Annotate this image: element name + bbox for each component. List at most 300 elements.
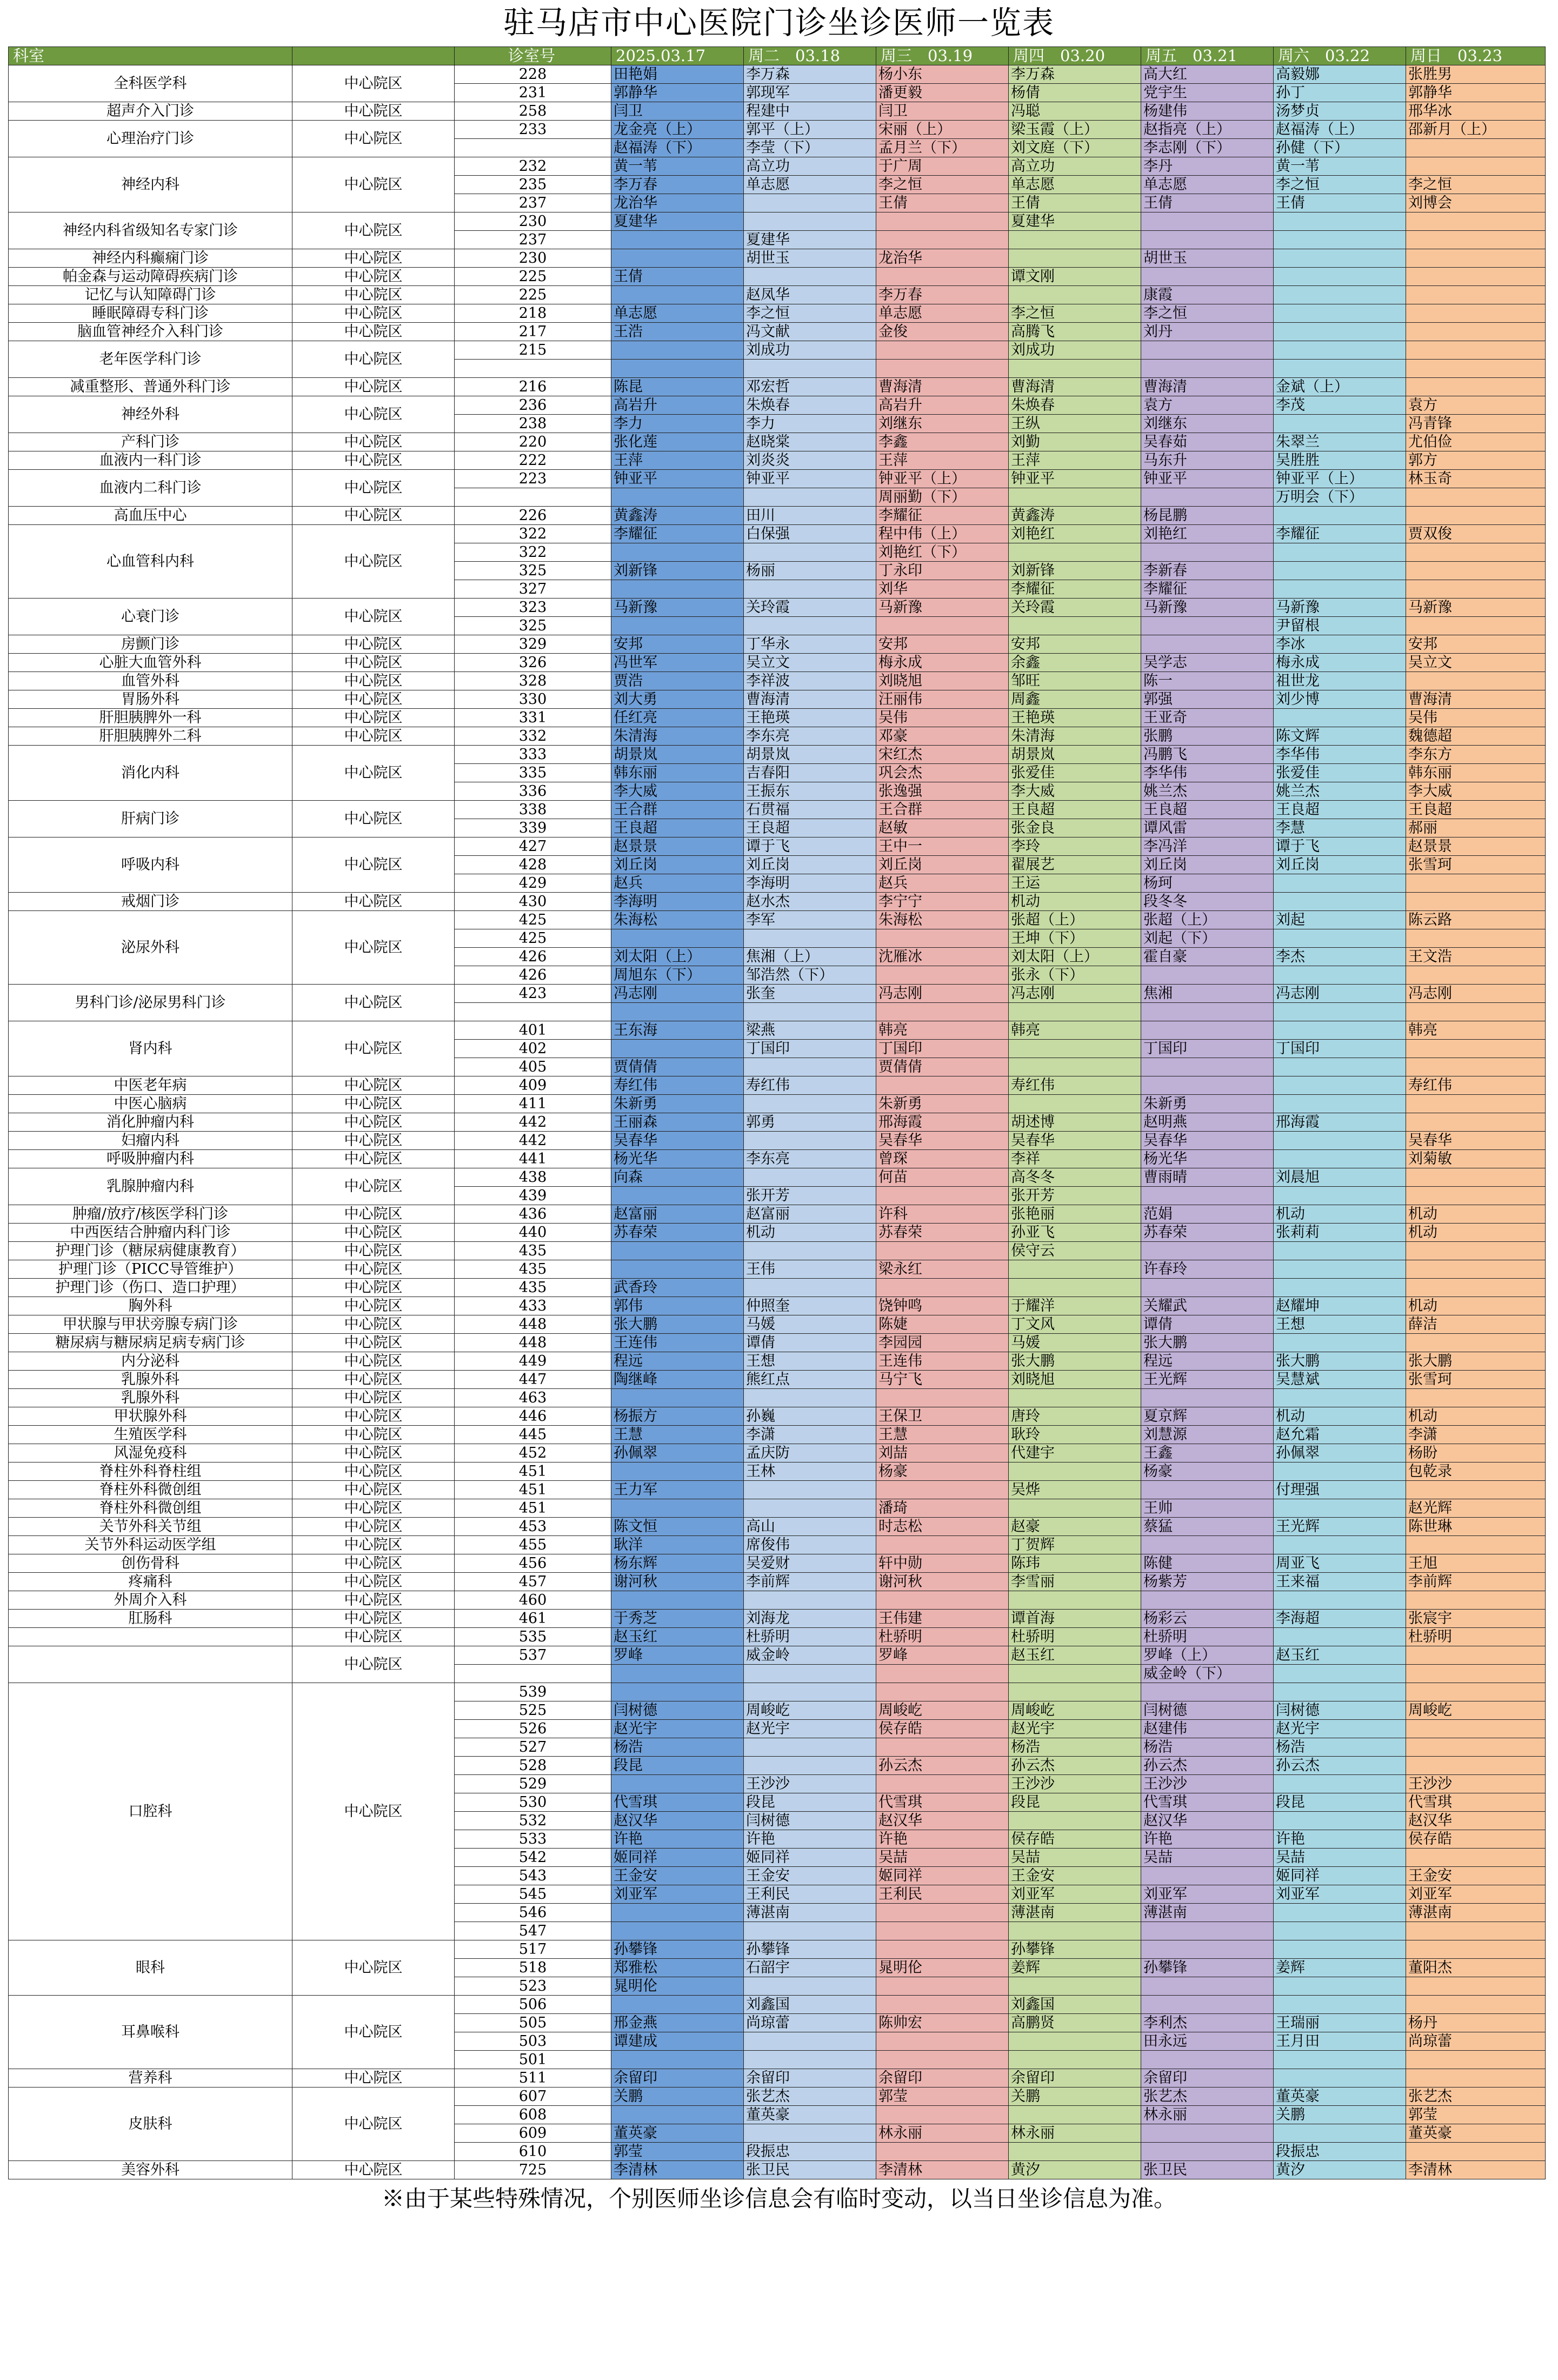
campus-cell: 中心院区 — [292, 2069, 455, 2088]
doctor-cell — [744, 1977, 876, 1996]
doctor-cell: 王鑫 — [1141, 1444, 1274, 1462]
doctor-cell — [744, 580, 876, 599]
doctor-cell — [1406, 360, 1546, 378]
department-cell: 减重整形、普通外科门诊 — [9, 378, 292, 396]
doctor-cell: 孙佩翠 — [611, 1444, 744, 1462]
department-cell: 脊柱外科微创组 — [9, 1499, 292, 1518]
room-number-cell: 338 — [455, 801, 611, 819]
table-row — [9, 1297, 1546, 1315]
doctor-cell: 刘新锋 — [1009, 562, 1141, 580]
campus-cell: 中心院区 — [292, 985, 455, 1021]
doctor-cell — [876, 1389, 1009, 1407]
doctor-cell: 孙云杰 — [1009, 1757, 1141, 1775]
doctor-cell: 宋红杰 — [876, 746, 1009, 764]
doctor-cell: 姜辉 — [1009, 1959, 1141, 1977]
doctor-cell: 杨丹 — [1406, 2014, 1546, 2032]
doctor-cell — [1406, 543, 1546, 562]
doctor-cell — [1141, 1867, 1274, 1885]
doctor-cell — [611, 1683, 744, 1701]
doctor-cell: 代雪琪 — [1141, 1793, 1274, 1812]
doctor-cell: 段振忠 — [744, 2143, 876, 2161]
doctor-cell — [1141, 2143, 1274, 2161]
doctor-cell — [1274, 1536, 1406, 1554]
doctor-cell: 李华伟 — [1274, 746, 1406, 764]
campus-cell: 中心院区 — [292, 121, 455, 157]
doctor-cell: 谭倩 — [744, 1334, 876, 1352]
doctor-cell: 李祥 — [1009, 1150, 1141, 1168]
doctor-cell — [1141, 635, 1274, 654]
doctor-cell: 朱焕春 — [1009, 396, 1141, 415]
doctor-cell — [1009, 2032, 1141, 2051]
doctor-cell: 杨浩 — [611, 1738, 744, 1757]
doctor-cell: 王坤（下） — [1009, 929, 1141, 948]
doctor-cell — [611, 617, 744, 635]
doctor-cell: 程远 — [1141, 1352, 1274, 1371]
room-number-cell: 451 — [455, 1462, 611, 1481]
doctor-cell: 刘少博 — [1274, 690, 1406, 709]
doctor-cell — [1274, 1076, 1406, 1095]
doctor-cell: 张大鹏 — [1274, 1352, 1406, 1371]
room-number-cell: 258 — [455, 102, 611, 121]
doctor-cell — [1406, 1757, 1546, 1775]
department-cell: 超声介入门诊 — [9, 102, 292, 121]
doctor-cell: 关耀武 — [1141, 1297, 1274, 1315]
doctor-cell: 王浩 — [611, 323, 744, 341]
room-number-cell: 322 — [455, 543, 611, 562]
doctor-cell — [1141, 1922, 1274, 1940]
table-row — [9, 1591, 1546, 1610]
doctor-cell: 王良超 — [744, 819, 876, 837]
doctor-cell: 谭于飞 — [744, 837, 876, 856]
doctor-cell — [1406, 1334, 1546, 1352]
doctor-cell — [744, 1683, 876, 1701]
doctor-cell: 刘丘岗 — [611, 856, 744, 874]
doctor-cell: 李雪丽 — [1009, 1573, 1141, 1591]
doctor-cell — [876, 1775, 1009, 1793]
doctor-cell: 赵光宇 — [611, 1720, 744, 1738]
table-row — [9, 433, 1546, 451]
doctor-cell: 郭静华 — [611, 84, 744, 102]
doctor-cell: 闫树德 — [744, 1812, 876, 1830]
column-header: 2025.03.17 — [611, 47, 744, 65]
doctor-cell — [1406, 286, 1546, 304]
table-row — [9, 1407, 1546, 1426]
doctor-cell: 刘文庭（下） — [1009, 139, 1141, 157]
doctor-cell — [1141, 488, 1274, 507]
department-cell: 呼吸内科 — [9, 837, 292, 893]
doctor-cell: 席俊伟 — [744, 1536, 876, 1554]
campus-cell: 中心院区 — [292, 378, 455, 396]
doctor-cell — [1406, 1389, 1546, 1407]
doctor-cell: 郭伟 — [611, 1297, 744, 1315]
doctor-cell — [1274, 874, 1406, 893]
doctor-cell: 李之恒 — [1274, 176, 1406, 194]
doctor-cell: 孟月兰（下） — [876, 139, 1009, 157]
doctor-cell — [1274, 1665, 1406, 1683]
doctor-cell: 闫树德 — [1141, 1701, 1274, 1720]
doctor-cell — [876, 1665, 1009, 1683]
doctor-cell: 丁国印 — [744, 1040, 876, 1058]
room-number-cell: 326 — [455, 654, 611, 672]
doctor-cell: 杨豪 — [1141, 1462, 1274, 1481]
doctor-cell: 吴喆 — [1009, 1849, 1141, 1867]
doctor-cell: 许艳 — [1141, 1830, 1274, 1849]
department-cell: 老年医学科门诊 — [9, 341, 292, 378]
doctor-cell — [1274, 2069, 1406, 2088]
doctor-cell: 余留印 — [876, 2069, 1009, 2088]
doctor-cell — [744, 212, 876, 231]
department-cell: 脊柱外科微创组 — [9, 1481, 292, 1499]
doctor-cell: 余鑫 — [1009, 654, 1141, 672]
doctor-cell — [744, 1003, 876, 1021]
doctor-cell: 焦湘（上） — [744, 948, 876, 966]
doctor-cell: 段昆 — [744, 1793, 876, 1812]
doctor-cell — [1274, 323, 1406, 341]
doctor-cell — [1406, 378, 1546, 396]
doctor-cell: 宋丽（上） — [876, 121, 1009, 139]
doctor-cell: 王沙沙 — [744, 1775, 876, 1793]
campus-cell: 中心院区 — [292, 1573, 455, 1591]
doctor-cell — [1406, 1536, 1546, 1554]
doctor-cell — [1406, 672, 1546, 690]
doctor-cell: 尚琼蕾 — [744, 2014, 876, 2032]
room-number-cell: 402 — [455, 1040, 611, 1058]
room-number-cell: 225 — [455, 286, 611, 304]
room-number-cell: 427 — [455, 837, 611, 856]
doctor-cell: 孙健（下） — [1274, 139, 1406, 157]
doctor-cell: 陈婕 — [876, 1315, 1009, 1334]
room-number-cell: 453 — [455, 1518, 611, 1536]
room-number-cell: 530 — [455, 1793, 611, 1812]
doctor-cell: 李玲 — [1009, 837, 1141, 856]
table-row — [9, 1481, 1546, 1499]
doctor-cell: 关鹏 — [1009, 2088, 1141, 2106]
department-cell: 中西医结合肿瘤内科门诊 — [9, 1224, 292, 1242]
doctor-cell: 吴伟 — [876, 709, 1009, 727]
doctor-cell — [1406, 1738, 1546, 1757]
department-cell: 房颤门诊 — [9, 635, 292, 654]
room-number-cell: 218 — [455, 304, 611, 323]
doctor-cell: 丁国印 — [1274, 1040, 1406, 1058]
doctor-cell: 耿洋 — [611, 1536, 744, 1554]
table-row — [9, 635, 1546, 654]
department-cell: 男科门诊/泌尿男科门诊 — [9, 985, 292, 1021]
table-row — [9, 1315, 1546, 1334]
table-row — [9, 1444, 1546, 1462]
doctor-cell: 石韶宇 — [744, 1959, 876, 1977]
doctor-cell — [744, 1132, 876, 1150]
doctor-cell — [1274, 1922, 1406, 1940]
doctor-cell: 杨建伟 — [1141, 102, 1274, 121]
doctor-cell: 刘成功 — [1009, 341, 1141, 360]
department-cell: 血液内二科门诊 — [9, 470, 292, 507]
doctor-cell — [876, 1591, 1009, 1610]
doctor-cell: 刘亚军 — [1141, 1885, 1274, 1904]
doctor-cell: 吴喆 — [876, 1849, 1009, 1867]
doctor-cell: 郭方 — [1406, 451, 1546, 470]
doctor-cell: 田永远 — [1141, 2032, 1274, 2051]
doctor-cell: 赵允霜 — [1274, 1426, 1406, 1444]
doctor-cell: 朱清海 — [611, 727, 744, 746]
doctor-cell: 王瑞丽 — [1274, 2014, 1406, 2032]
doctor-cell — [1274, 249, 1406, 268]
doctor-cell: 韩亮 — [1406, 1021, 1546, 1040]
room-number-cell: 537 — [455, 1646, 611, 1665]
doctor-cell — [611, 1462, 744, 1481]
doctor-cell: 薄湛南 — [1009, 1904, 1141, 1922]
doctor-cell: 高大红 — [1141, 65, 1274, 84]
doctor-cell: 王沙沙 — [1141, 1775, 1274, 1793]
doctor-cell: 仲照奎 — [744, 1297, 876, 1315]
doctor-cell: 王来福 — [1274, 1573, 1406, 1591]
table-row — [9, 65, 1546, 84]
doctor-cell: 李利杰 — [1141, 2014, 1274, 2032]
doctor-cell: 巩会杰 — [876, 764, 1009, 782]
doctor-cell: 袁方 — [1406, 396, 1546, 415]
doctor-cell: 王倩 — [1274, 194, 1406, 212]
campus-cell: 中心院区 — [292, 1554, 455, 1573]
campus-cell: 中心院区 — [292, 2088, 455, 2161]
doctor-cell: 许科 — [876, 1205, 1009, 1224]
doctor-cell: 何苗 — [876, 1168, 1009, 1187]
doctor-cell: 闫卫 — [876, 102, 1009, 121]
doctor-cell — [1274, 415, 1406, 433]
doctor-cell: 周峻屹 — [876, 1701, 1009, 1720]
doctor-cell: 李耀征 — [876, 507, 1009, 525]
doctor-cell: 焦湘 — [1141, 985, 1274, 1003]
doctor-cell: 刘丹 — [1141, 323, 1274, 341]
doctor-cell: 王倩 — [1009, 194, 1141, 212]
campus-cell: 中心院区 — [292, 1334, 455, 1352]
doctor-cell — [1009, 231, 1141, 249]
table-row — [9, 1389, 1546, 1407]
doctor-cell: 李清林 — [611, 2161, 744, 2179]
department-cell: 肝胆胰脾外二科 — [9, 727, 292, 746]
table-row — [9, 396, 1546, 415]
doctor-cell: 向森 — [611, 1168, 744, 1187]
campus-cell: 中心院区 — [292, 157, 455, 212]
department-cell: 肾内科 — [9, 1021, 292, 1076]
doctor-cell: 周亚飞 — [1274, 1554, 1406, 1573]
doctor-cell: 王萍 — [876, 451, 1009, 470]
room-number-cell: 447 — [455, 1371, 611, 1389]
doctor-cell: 丁永印 — [876, 562, 1009, 580]
doctor-cell — [1406, 1040, 1546, 1058]
doctor-cell: 李耀征 — [1141, 580, 1274, 599]
table-row — [9, 709, 1546, 727]
doctor-cell — [744, 1738, 876, 1757]
doctor-cell: 黄鑫涛 — [1009, 507, 1141, 525]
room-number-cell: 525 — [455, 1701, 611, 1720]
doctor-cell: 李之恒 — [1009, 304, 1141, 323]
doctor-cell: 李莹（下） — [744, 139, 876, 157]
department-cell: 神经内科省级知名专家门诊 — [9, 212, 292, 249]
doctor-cell: 刘起（下） — [1141, 929, 1274, 948]
doctor-cell: 时志松 — [876, 1518, 1009, 1536]
table-row — [9, 2088, 1546, 2106]
doctor-cell — [876, 1076, 1009, 1095]
department-cell: 睡眠障碍专科门诊 — [9, 304, 292, 323]
doctor-cell — [1274, 1132, 1406, 1150]
doctor-cell: 汪丽伟 — [876, 690, 1009, 709]
doctor-cell: 姬同祥 — [876, 1867, 1009, 1885]
doctor-cell — [1406, 1003, 1546, 1021]
doctor-cell — [1406, 2069, 1546, 2088]
doctor-cell: 翟展艺 — [1009, 856, 1141, 874]
doctor-cell — [611, 286, 744, 304]
doctor-cell: 张大鹏 — [1009, 1352, 1141, 1371]
table-row — [9, 1554, 1546, 1573]
room-number-cell: 461 — [455, 1610, 611, 1628]
doctor-cell: 朱清海 — [1009, 727, 1141, 746]
doctor-cell: 程中伟（上） — [876, 525, 1009, 543]
doctor-cell: 杨豪 — [876, 1462, 1009, 1481]
doctor-cell: 熊红点 — [744, 1371, 876, 1389]
doctor-cell — [1009, 1591, 1141, 1610]
room-number-cell: 223 — [455, 470, 611, 488]
doctor-cell — [1406, 2051, 1546, 2069]
doctor-cell: 李耀征 — [1274, 525, 1406, 543]
table-row — [9, 893, 1546, 911]
table-row — [9, 378, 1546, 396]
table-row — [9, 911, 1546, 929]
doctor-cell — [1406, 1187, 1546, 1205]
doctor-cell: 关玲霞 — [1009, 599, 1141, 617]
doctor-cell: 高岩升 — [876, 396, 1009, 415]
doctor-cell — [611, 1040, 744, 1058]
doctor-cell: 梁永红 — [876, 1260, 1009, 1279]
table-row — [9, 1205, 1546, 1224]
doctor-cell: 冯志刚 — [611, 985, 744, 1003]
doctor-cell: 杨光华 — [1141, 1150, 1274, 1168]
doctor-cell: 朱焕春 — [744, 396, 876, 415]
doctor-cell: 谭建成 — [611, 2032, 744, 2051]
doctor-cell: 胡世玉 — [1141, 249, 1274, 268]
doctor-cell: 郭现军 — [744, 84, 876, 102]
room-number-cell: 339 — [455, 819, 611, 837]
doctor-cell: 王中一 — [876, 837, 1009, 856]
table-row — [9, 323, 1546, 341]
department-cell: 戒烟门诊 — [9, 893, 292, 911]
doctor-cell: 赵晓棠 — [744, 433, 876, 451]
doctor-cell: 邓宏哲 — [744, 378, 876, 396]
table-row — [9, 1996, 1546, 2014]
doctor-cell: 刘丘岗 — [1274, 856, 1406, 874]
campus-cell: 中心院区 — [292, 341, 455, 378]
doctor-cell: 刘成功 — [744, 341, 876, 360]
doctor-cell — [876, 929, 1009, 948]
doctor-cell: 赵福涛（上） — [1274, 121, 1406, 139]
doctor-cell: 李丹 — [1141, 157, 1274, 176]
doctor-cell: 张雪珂 — [1406, 1371, 1546, 1389]
doctor-cell: 孙佩翠 — [1274, 1444, 1406, 1462]
department-cell: 关节外科运动医学组 — [9, 1536, 292, 1554]
doctor-cell — [1009, 1095, 1141, 1113]
doctor-cell: 朱翠兰 — [1274, 433, 1406, 451]
campus-cell: 中心院区 — [292, 690, 455, 709]
doctor-cell — [876, 1738, 1009, 1757]
doctor-cell: 张胜男 — [1406, 65, 1546, 84]
doctor-cell: 安邦 — [1009, 635, 1141, 654]
doctor-cell: 龙治华 — [611, 194, 744, 212]
doctor-cell: 石贯福 — [744, 801, 876, 819]
doctor-cell: 李宁宁 — [876, 893, 1009, 911]
doctor-cell — [1406, 231, 1546, 249]
doctor-cell: 张大鹏 — [1406, 1352, 1546, 1371]
doctor-cell — [744, 1665, 876, 1683]
campus-cell: 中心院区 — [292, 507, 455, 525]
department-cell: 产科门诊 — [9, 433, 292, 451]
doctor-cell: 李清林 — [1406, 2161, 1546, 2179]
doctor-cell — [611, 2051, 744, 2069]
doctor-cell: 侯存皓 — [876, 1720, 1009, 1738]
doctor-cell: 张超（上） — [1141, 911, 1274, 929]
doctor-cell: 李冰 — [1274, 635, 1406, 654]
doctor-cell: 赵玉红 — [611, 1628, 744, 1646]
doctor-cell: 王良超 — [1141, 801, 1274, 819]
doctor-cell — [744, 194, 876, 212]
doctor-cell: 钟亚平 — [1009, 470, 1141, 488]
doctor-cell: 张艺杰 — [744, 2088, 876, 2106]
doctor-cell: 冯志刚 — [1009, 985, 1141, 1003]
doctor-cell — [1406, 1481, 1546, 1499]
room-number-cell: 425 — [455, 929, 611, 948]
doctor-cell: 赵水杰 — [744, 893, 876, 911]
doctor-cell: 孙攀锋 — [1141, 1959, 1274, 1977]
doctor-cell — [1009, 1499, 1141, 1518]
doctor-cell — [1009, 1977, 1141, 1996]
doctor-cell — [1009, 1922, 1141, 1940]
doctor-cell — [1141, 268, 1274, 286]
doctor-cell: 沈雁冰 — [876, 948, 1009, 966]
doctor-cell — [1406, 2143, 1546, 2161]
campus-cell: 中心院区 — [292, 1076, 455, 1095]
table-row — [9, 1573, 1546, 1591]
doctor-cell — [1141, 1021, 1274, 1040]
doctor-cell: 威金岭 — [744, 1646, 876, 1665]
department-cell: 胸外科 — [9, 1297, 292, 1315]
department-cell: 记忆与认知障碍门诊 — [9, 286, 292, 304]
room-number-cell — [455, 488, 611, 507]
room-number-cell: 328 — [455, 672, 611, 690]
doctor-cell: 陈健 — [1141, 1554, 1274, 1573]
room-number-cell: 436 — [455, 1205, 611, 1224]
doctor-cell: 夏建华 — [744, 231, 876, 249]
doctor-cell — [744, 1389, 876, 1407]
doctor-cell — [1406, 562, 1546, 580]
doctor-cell — [876, 1279, 1009, 1297]
doctor-cell: 段昆 — [1274, 1793, 1406, 1812]
doctor-cell: 安邦 — [876, 635, 1009, 654]
department-cell: 血液内一科门诊 — [9, 451, 292, 470]
doctor-cell: 轩中勋 — [876, 1554, 1009, 1573]
table-row — [9, 1168, 1546, 1187]
doctor-cell: 唐玲 — [1009, 1407, 1141, 1426]
room-number-cell: 448 — [455, 1315, 611, 1334]
doctor-cell — [1141, 1977, 1274, 1996]
campus-cell: 中心院区 — [292, 1444, 455, 1462]
campus-cell: 中心院区 — [292, 1371, 455, 1389]
doctor-cell: 武香玲 — [611, 1279, 744, 1297]
doctor-cell — [1274, 1683, 1406, 1701]
doctor-cell — [611, 341, 744, 360]
campus-cell: 中心院区 — [292, 599, 455, 635]
doctor-cell: 谭文刚 — [1009, 268, 1141, 286]
doctor-cell — [1274, 1775, 1406, 1793]
campus-cell: 中心院区 — [292, 1095, 455, 1113]
doctor-cell: 机动 — [1274, 1407, 1406, 1426]
doctor-cell: 薄湛南 — [744, 1904, 876, 1922]
